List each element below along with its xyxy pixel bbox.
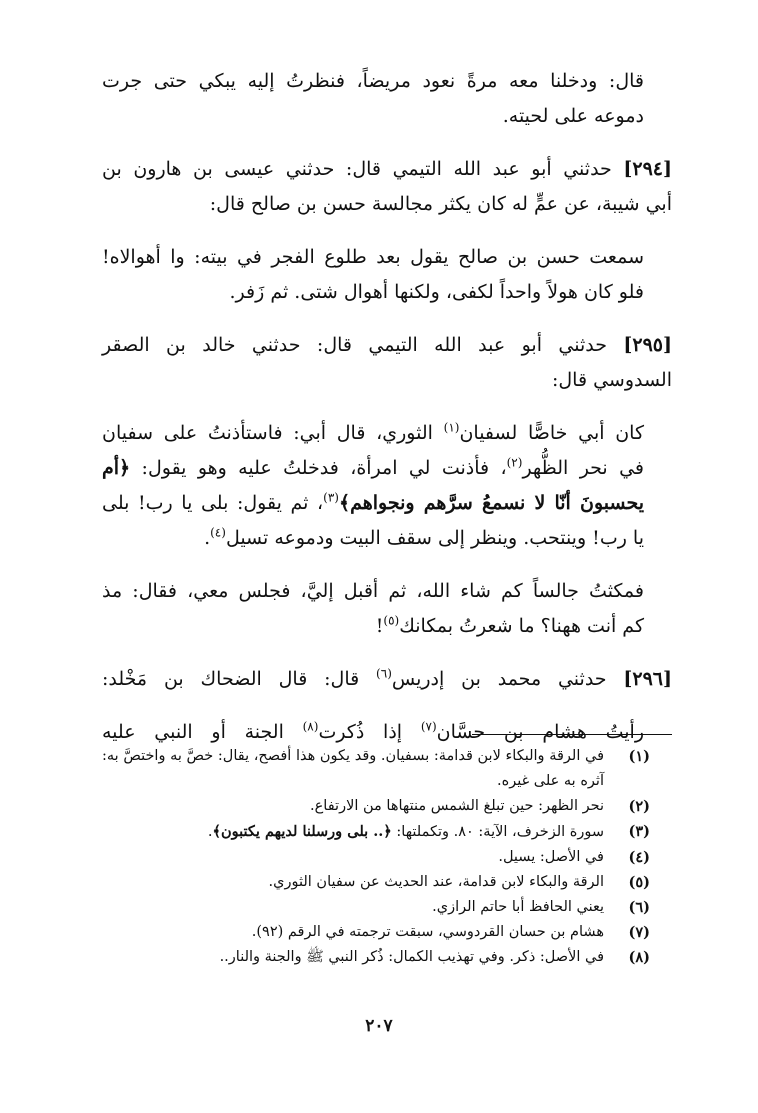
footnote-ref: (٣) bbox=[323, 490, 339, 505]
text-line bbox=[102, 521, 672, 556]
footnote-8 bbox=[102, 945, 650, 970]
text-line bbox=[102, 486, 672, 521]
footnote-1 bbox=[102, 744, 650, 794]
text-segment: إذا ذُكرت bbox=[318, 721, 421, 743]
text-segment: في نحر الظُّهر bbox=[522, 457, 644, 479]
footnote-number: (٣) bbox=[628, 823, 650, 840]
quran-quote: يحسبونَ أنّا لا نسمعُ سرَّهم ونجواهم﴾ bbox=[338, 492, 645, 514]
footnote-7 bbox=[102, 920, 650, 945]
footnote-number: (٢) bbox=[628, 798, 650, 815]
paragraph-1 bbox=[102, 64, 672, 134]
text-line: فلو كان هولاً واحداً لكفى، ولكنها أهوال شتى. ثم زَفر. bbox=[229, 281, 644, 303]
quran-quote: ﴿.. بلى ورسلنا لديهم يكتبون﴾ bbox=[212, 823, 392, 840]
text-segment: كم أنت ههنا؟ ما شعرتُ بمكانك bbox=[399, 615, 644, 637]
footnote-text: نحر الظهر: حين تبلغ الشمس منتهاها من الارتفاع. bbox=[310, 798, 604, 814]
footnote-ref: (٧) bbox=[420, 719, 437, 734]
text-segment: ، فأذنت لي امرأة، فدخلتُ عليه وهو يقول: bbox=[130, 457, 507, 479]
text-line bbox=[102, 416, 672, 451]
text-segment: . bbox=[207, 824, 213, 840]
report-number: [٢٩٦] bbox=[623, 668, 672, 690]
text-line: دموعه على لحيته. bbox=[502, 105, 644, 127]
text-line: السدوسي قال: bbox=[551, 369, 672, 391]
text-segment: يا رب! وينتحب. وينظر إلى سقف البيت ودموعه تسيل bbox=[225, 527, 644, 549]
text-segment: ! bbox=[375, 615, 384, 637]
report-number: [٢٩٥] bbox=[623, 334, 672, 356]
footnote-ref: (٦) bbox=[376, 666, 392, 681]
text-segment: . bbox=[204, 527, 211, 549]
paragraph-3 bbox=[102, 240, 672, 310]
footnote-ref: (٥) bbox=[383, 613, 400, 628]
footnote-ref: (٨) bbox=[302, 719, 319, 734]
footnote-number: (٧) bbox=[628, 924, 650, 941]
footnote-number: (٨) bbox=[628, 949, 650, 966]
text-line bbox=[102, 328, 672, 363]
text-line bbox=[102, 609, 672, 644]
paragraph-5 bbox=[102, 416, 672, 556]
footnote-number: (٦) bbox=[628, 899, 650, 916]
text-segment: حدثني محمد بن إدريس bbox=[391, 668, 624, 690]
text-segment: حدثني أبو عبد الله التيمي قال: حدثني خالد بن الصقر bbox=[102, 334, 624, 356]
footnote-text bbox=[102, 819, 604, 845]
footnote-6 bbox=[102, 895, 650, 920]
footnote-text: الرقة والبكاء لابن قدامة، عند الحديث عن سفيان الثوري. bbox=[268, 874, 604, 890]
footnote-ref: (٤) bbox=[210, 525, 226, 540]
report-number: [٢٩٤] bbox=[623, 158, 672, 180]
footnote-ref: (١) bbox=[443, 420, 460, 435]
text-line: سمعت حسن بن صالح يقول بعد طلوع الفجر في بيته: وا أهوالاه! bbox=[102, 246, 644, 268]
quran-quote: ﴿أم bbox=[102, 457, 131, 479]
paragraph-294 bbox=[102, 152, 672, 222]
footnote-5 bbox=[102, 870, 650, 895]
footnote-4 bbox=[102, 845, 650, 870]
text-segment: كان أبي خاصًّا لسفيان bbox=[459, 422, 644, 444]
footnote-text: يعني الحافظ أبا حاتم الرازي. bbox=[432, 899, 604, 915]
paragraph-6 bbox=[102, 574, 672, 644]
footnote-text: هشام بن حسان القردوسي، سبقت ترجمته في الرقم (٩٢). bbox=[251, 924, 604, 940]
text-segment: ، ثم يقول: بلى يا رب! بلى bbox=[102, 492, 324, 514]
footnote-2 bbox=[102, 794, 650, 819]
footnote-number: (٥) bbox=[628, 874, 650, 891]
main-text bbox=[102, 64, 672, 768]
text-segment: حدثني أبو عبد الله التيمي قال: حدثني عيسى بن هارون بن bbox=[102, 158, 624, 180]
footnote-text: في الرقة والبكاء لابن قدامة: بسفيان. وقد يكون هذا أفصح، يقال: خصَّ به واختصَّ به: آثره به على غيره. bbox=[102, 748, 604, 789]
text-line bbox=[102, 152, 672, 187]
text-line bbox=[102, 451, 672, 486]
paragraph-296 bbox=[102, 662, 672, 697]
page-number: ٢٠٧ bbox=[365, 1016, 393, 1036]
text-segment: الجنة أو النبي عليه bbox=[102, 721, 303, 743]
text-segment: رأيتُ هشام بن حسَّان bbox=[436, 721, 644, 743]
paragraph-295 bbox=[102, 328, 672, 398]
text-line bbox=[102, 662, 672, 697]
text-segment: قال: قال الضحاك بن مَخْلد: bbox=[102, 668, 377, 690]
text-segment: الثوري، قال أبي: فاستأذنتُ على سفيان bbox=[102, 422, 444, 444]
footnote-text: في الأصل: ذكر. وفي تهذيب الكمال: ذُكر النبي ﷺ والجنة والنار.. bbox=[219, 949, 604, 965]
footnote-ref: (٢) bbox=[506, 455, 523, 470]
footnote-number: (١) bbox=[628, 748, 650, 765]
text-segment: سورة الزخرف، الآية: ٨٠. وتكملتها: bbox=[391, 824, 604, 840]
text-line: قال: ودخلنا معه مرةً نعود مريضاً، فنظرتُ إليه يبكي حتى جرت bbox=[102, 70, 644, 92]
footnote-text: في الأصل: يسيل. bbox=[498, 849, 604, 865]
footnote-divider bbox=[472, 734, 672, 735]
footnote-number: (٤) bbox=[628, 849, 650, 866]
footnote-3 bbox=[102, 819, 650, 845]
footnotes bbox=[102, 744, 650, 970]
text-line: فمكثتُ جالساً كم شاء الله، ثم أقبل إليَّ، فجلس معي، فقال: مذ bbox=[102, 580, 644, 602]
text-line: أبي شيبة، عن عمٍّ له كان يكثر مجالسة حسن بن صالح قال: bbox=[209, 193, 672, 215]
